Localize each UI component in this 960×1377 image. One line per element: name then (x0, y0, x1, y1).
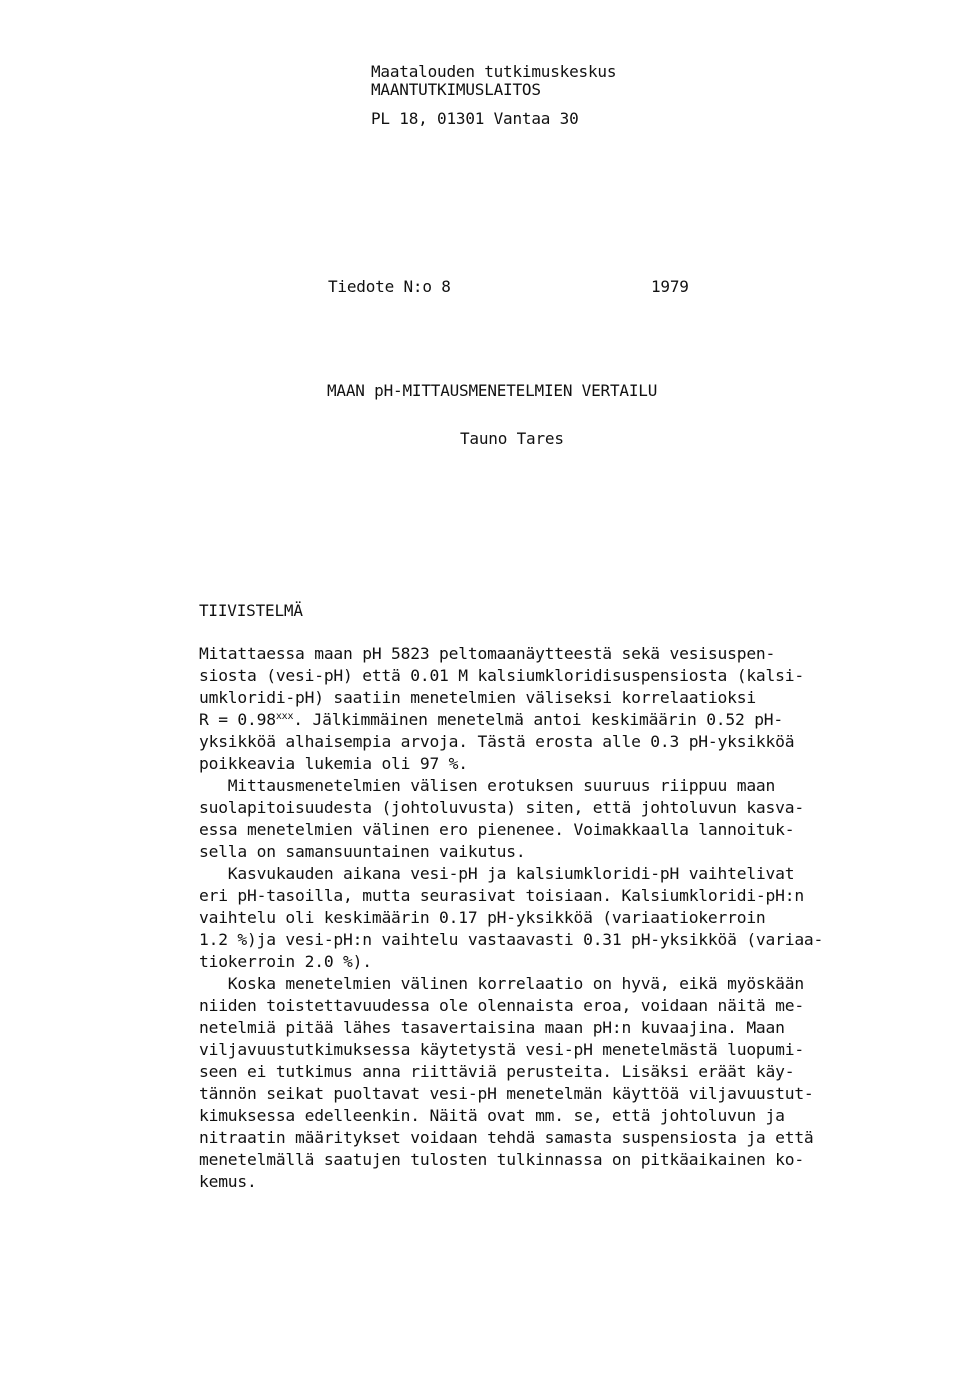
summary-line: Koska menetelmien välinen korrelaatio on hyvä, eikä myöskään (199, 974, 804, 993)
summary-line: kimuksessa edelleenkin. Näitä ovat mm. se, että johtoluvun ja (199, 1106, 785, 1125)
department-name: MAANTUTKIMUSLAITOS (371, 80, 541, 99)
summary-line: viljavuustutkimuksessa käytetystä vesi-pH menetelmästä luopumi- (199, 1040, 804, 1059)
correlation-value: R = 0.98 (199, 710, 276, 729)
summary-line: Mittausmenetelmien välisen erotuksen suuruus riippuu maan (199, 776, 776, 795)
significance-mark: xxx (275, 711, 294, 722)
summary-line: suolapitoisuudesta (johtoluvusta) siten, että johtoluvun kasva- (199, 798, 804, 817)
summary-line: tiokerroin 2.0 %). (199, 952, 372, 971)
summary-line-continuation: . Jälkimmäinen menetelmä antoi keskimäärin 0.52 pH- (293, 710, 784, 729)
summary-line: 1.2 %)ja vesi-pH:n vaihtelu vastaavasti 0.31 pH-yksikköä (variaa- (199, 930, 824, 949)
summary-line: tännön seikat puoltavat vesi-pH menetelmän käyttöä viljavuustut- (199, 1084, 814, 1103)
bulletin-year: 1979 (651, 277, 689, 296)
summary-line: Kasvukauden aikana vesi-pH ja kalsiumkloridi-pH vaihtelivat (199, 864, 795, 883)
summary-line: seen ei tutkimus anna riittäviä perusteita. Lisäksi eräät käy- (199, 1062, 795, 1081)
summary-line: menetelmällä saatujen tulosten tulkinnassa on pitkäaikainen ko- (199, 1150, 804, 1169)
summary-line: niiden toistettavuudessa ole olennaista eroa, voidaan näitä me- (199, 996, 804, 1015)
summary-line: vaihtelu oli keskimäärin 0.17 pH-yksikköä (variaatiokerroin (199, 908, 766, 927)
summary-line: siosta (vesi-pH) että 0.01 M kalsiumkloridisuspensiosta (kalsi- (199, 666, 804, 685)
summary-line-correlation (199, 709, 783, 731)
postal-address: PL 18, 01301 Vantaa 30 (371, 109, 579, 128)
summary-line: kemus. (199, 1172, 257, 1191)
summary-line: eri pH-tasoilla, mutta seurasivat toisiaan. Kalsiumkloridi-pH:n (199, 886, 804, 905)
bulletin-number: Tiedote N:o 8 (328, 277, 451, 296)
summary-line: umkloridi-pH) saatiin menetelmien väliseksi korrelaatioksi (199, 688, 756, 707)
summary-line: sella on samansuuntainen vaikutus. (199, 842, 526, 861)
summary-line: essa menetelmien välinen ero pienenee. Voimakkaalla lannoituk- (199, 820, 795, 839)
summary-line: nitraatin määritykset voidaan tehdä samasta suspensiosta ja että (199, 1128, 814, 1147)
institution-name: Maatalouden tutkimuskeskus (371, 62, 617, 81)
summary-line: Mitattaessa maan pH 5823 peltomaanäytteestä sekä vesisuspen- (199, 644, 776, 663)
document-title: MAAN pH-MITTAUSMENETELMIEN VERTAILU (327, 381, 658, 400)
summary-line: netelmiä pitää lähes tasavertaisina maan pH:n kuvaajina. Maan (199, 1018, 785, 1037)
author-name: Tauno Tares (460, 429, 564, 448)
summary-heading: TIIVISTELMÄ (199, 601, 303, 620)
summary-line: yksikköä alhaisempia arvoja. Tästä erosta alle 0.3 pH-yksikköä (199, 732, 795, 751)
summary-line: poikkeavia lukemia oli 97 %. (199, 754, 468, 773)
